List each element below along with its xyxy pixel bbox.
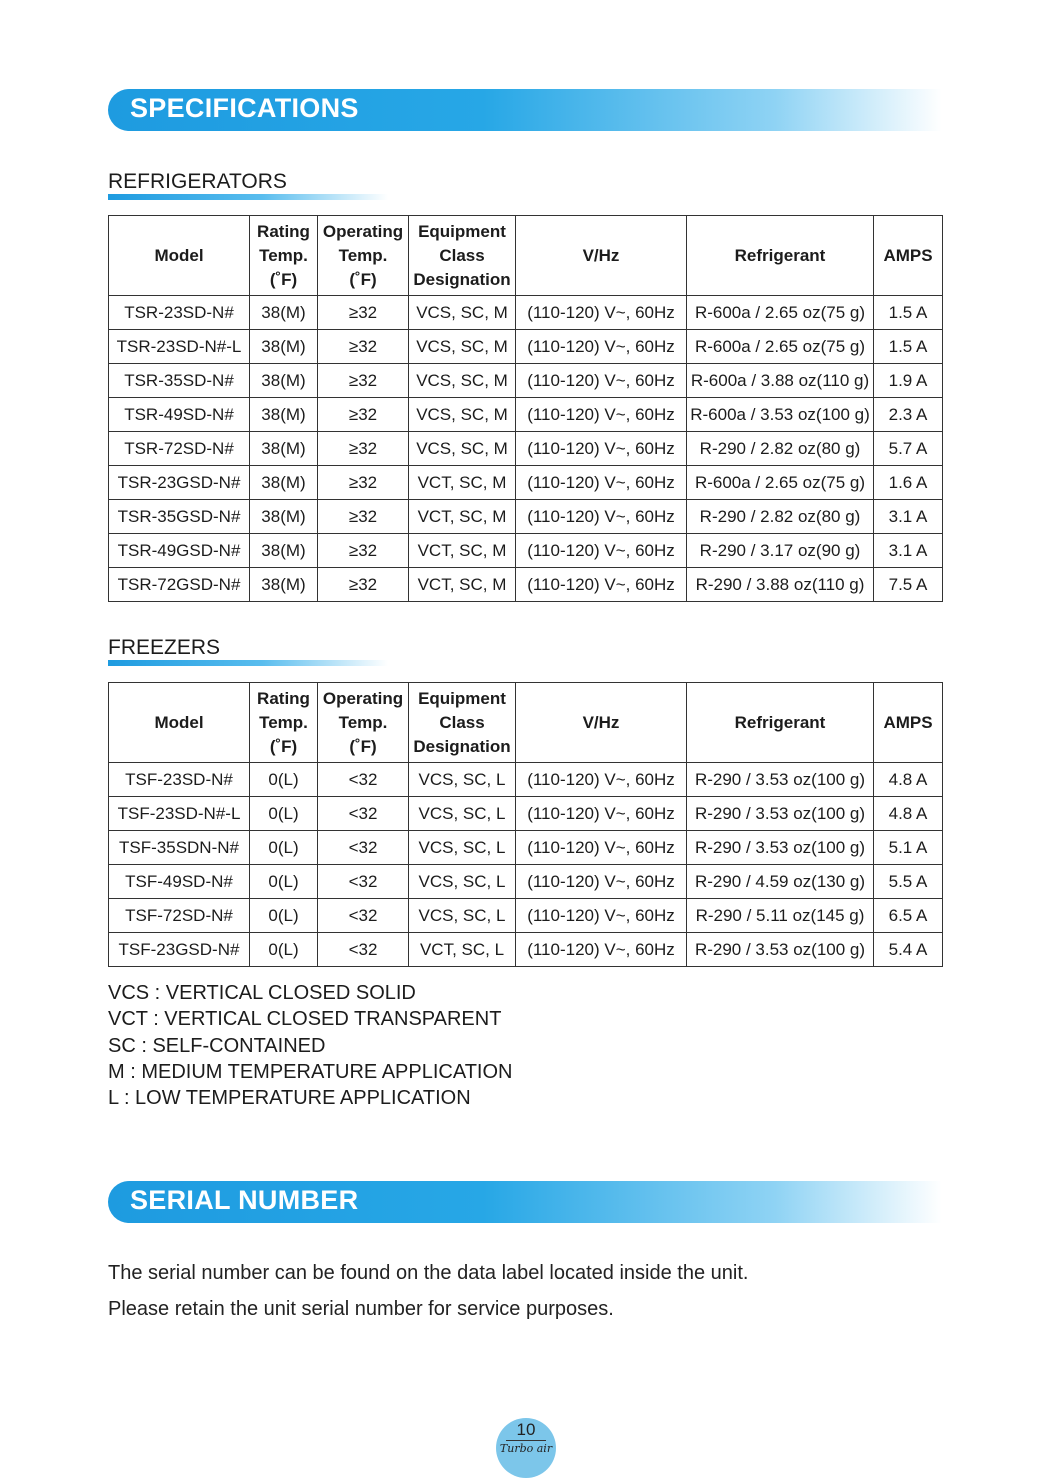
cell-refrigerant: R-600a / 3.88 oz(110 g) [687, 364, 874, 398]
legend-item: SC : SELF-CONTAINED [108, 1034, 326, 1057]
cell-rating: 38(M) [250, 466, 318, 500]
cell-class: VCS, SC, L [409, 797, 516, 831]
cell-rating: 0(L) [250, 831, 318, 865]
cell-refrigerant: R-600a / 2.65 oz(75 g) [687, 296, 874, 330]
col-vhz: V/Hz [516, 683, 687, 763]
cell-refrigerant: R-290 / 3.53 oz(100 g) [687, 933, 874, 967]
cell-model: TSR-35GSD-N# [109, 500, 250, 534]
cell-model: TSR-23SD-N#-L [109, 330, 250, 364]
cell-refrigerant: R-290 / 5.11 oz(145 g) [687, 899, 874, 933]
cell-operating: ≥32 [318, 296, 409, 330]
cell-rating: 38(M) [250, 568, 318, 602]
cell-refrigerant: R-290 / 3.17 oz(90 g) [687, 534, 874, 568]
cell-model: TSR-72GSD-N# [109, 568, 250, 602]
freezers-underline [108, 660, 388, 666]
cell-model: TSF-23GSD-N# [109, 933, 250, 967]
cell-refrigerant: R-290 / 3.53 oz(100 g) [687, 831, 874, 865]
table-row [109, 466, 943, 500]
freezers-heading: FREEZERS [108, 636, 221, 659]
table-row [109, 364, 943, 398]
cell-vhz: (110-120) V~, 60Hz [516, 831, 687, 865]
cell-rating: 0(L) [250, 763, 318, 797]
cell-rating: 0(L) [250, 933, 318, 967]
cell-model: TSR-23GSD-N# [109, 466, 250, 500]
cell-class: VCS, SC, M [409, 398, 516, 432]
cell-vhz: (110-120) V~, 60Hz [516, 763, 687, 797]
cell-amps: 4.8 A [874, 797, 943, 831]
cell-operating: <32 [318, 899, 409, 933]
cell-vhz: (110-120) V~, 60Hz [516, 797, 687, 831]
serial-number-title: SERIAL NUMBER [130, 1185, 359, 1215]
cell-class: VCT, SC, L [409, 933, 516, 967]
cell-class: VCS, SC, M [409, 330, 516, 364]
cell-rating: 0(L) [250, 865, 318, 899]
specifications-title: SPECIFICATIONS [130, 93, 359, 123]
table-row [109, 432, 943, 466]
abbreviation-legend [108, 980, 513, 1111]
cell-rating: 38(M) [250, 432, 318, 466]
page-badge-divider [506, 1440, 546, 1441]
cell-model: TSR-23SD-N# [109, 296, 250, 330]
legend-item: VCS : VERTICAL CLOSED SOLID [108, 982, 416, 1004]
col-vhz: V/Hz [516, 216, 687, 296]
page-number-badge [496, 1418, 556, 1474]
cell-amps: 5.4 A [874, 933, 943, 967]
cell-refrigerant: R-290 / 2.82 oz(80 g) [687, 432, 874, 466]
cell-vhz: (110-120) V~, 60Hz [516, 899, 687, 933]
cell-vhz: (110-120) V~, 60Hz [516, 500, 687, 534]
cell-rating: 0(L) [250, 899, 318, 933]
refrigerators-underline [108, 194, 388, 200]
col-amps: AMPS [874, 683, 943, 763]
cell-model: TSR-35SD-N# [109, 364, 250, 398]
cell-class: VCS, SC, L [409, 899, 516, 933]
cell-vhz: (110-120) V~, 60Hz [516, 398, 687, 432]
cell-operating: ≥32 [318, 568, 409, 602]
col-refrigerant: Refrigerant [687, 216, 874, 296]
table-row [109, 500, 943, 534]
cell-rating: 38(M) [250, 500, 318, 534]
cell-model: TSR-72SD-N# [109, 432, 250, 466]
table-row [109, 296, 943, 330]
col-equipment-class: Equipment Class Designation [409, 683, 516, 763]
cell-class: VCS, SC, L [409, 763, 516, 797]
table-row [109, 398, 943, 432]
cell-model: TSF-23SD-N#-L [109, 797, 250, 831]
cell-refrigerant: R-290 / 2.82 oz(80 g) [687, 500, 874, 534]
cell-amps: 6.5 A [874, 899, 943, 933]
cell-operating: <32 [318, 933, 409, 967]
col-rating-temp: Rating Temp. (˚F) [250, 683, 318, 763]
cell-rating: 38(M) [250, 534, 318, 568]
serial-info-line-2: Please retain the unit serial number for service purposes. [108, 1298, 614, 1320]
cell-class: VCT, SC, M [409, 466, 516, 500]
cell-model: TSR-49GSD-N# [109, 534, 250, 568]
freezers-table [108, 682, 943, 967]
cell-vhz: (110-120) V~, 60Hz [516, 330, 687, 364]
cell-rating: 38(M) [250, 296, 318, 330]
cell-vhz: (110-120) V~, 60Hz [516, 534, 687, 568]
cell-operating: <32 [318, 865, 409, 899]
cell-vhz: (110-120) V~, 60Hz [516, 865, 687, 899]
cell-refrigerant: R-600a / 2.65 oz(75 g) [687, 330, 874, 364]
serial-number-banner [108, 1181, 942, 1223]
cell-vhz: (110-120) V~, 60Hz [516, 568, 687, 602]
cell-amps: 3.1 A [874, 500, 943, 534]
col-amps: AMPS [874, 216, 943, 296]
cell-amps: 1.5 A [874, 296, 943, 330]
refrigerators-table [108, 215, 943, 602]
col-equipment-class: Equipment Class Designation [409, 216, 516, 296]
cell-refrigerant: R-600a / 2.65 oz(75 g) [687, 466, 874, 500]
cell-amps: 5.7 A [874, 432, 943, 466]
cell-vhz: (110-120) V~, 60Hz [516, 466, 687, 500]
legend-item: VCT : VERTICAL CLOSED TRANSPARENT [108, 1008, 502, 1031]
cell-rating: 0(L) [250, 797, 318, 831]
cell-refrigerant: R-290 / 3.53 oz(100 g) [687, 797, 874, 831]
cell-rating: 38(M) [250, 364, 318, 398]
table-row [109, 933, 943, 967]
cell-amps: 1.6 A [874, 466, 943, 500]
table-row [109, 763, 943, 797]
cell-operating: ≥32 [318, 364, 409, 398]
cell-rating: 38(M) [250, 398, 318, 432]
cell-vhz: (110-120) V~, 60Hz [516, 296, 687, 330]
table-header-row [109, 216, 943, 296]
cell-operating: <32 [318, 763, 409, 797]
cell-operating: <32 [318, 797, 409, 831]
specifications-banner [108, 89, 942, 131]
cell-refrigerant: R-290 / 4.59 oz(130 g) [687, 865, 874, 899]
cell-amps: 2.3 A [874, 398, 943, 432]
table-row [109, 797, 943, 831]
cell-operating: ≥32 [318, 466, 409, 500]
cell-rating: 38(M) [250, 330, 318, 364]
col-model: Model [109, 683, 250, 763]
cell-operating: ≥32 [318, 534, 409, 568]
cell-amps: 7.5 A [874, 568, 943, 602]
cell-vhz: (110-120) V~, 60Hz [516, 933, 687, 967]
cell-amps: 4.8 A [874, 763, 943, 797]
cell-class: VCS, SC, M [409, 432, 516, 466]
cell-model: TSF-23SD-N# [109, 763, 250, 797]
cell-model: TSR-49SD-N# [109, 398, 250, 432]
col-refrigerant: Refrigerant [687, 683, 874, 763]
cell-model: TSF-49SD-N# [109, 865, 250, 899]
cell-class: VCT, SC, M [409, 568, 516, 602]
legend-item: L : LOW TEMPERATURE APPLICATION [108, 1087, 471, 1110]
cell-class: VCT, SC, M [409, 534, 516, 568]
col-rating-temp: Rating Temp. (˚F) [250, 216, 318, 296]
cell-operating: ≥32 [318, 500, 409, 534]
brand-name: Turbo air [499, 1442, 553, 1455]
table-row [109, 568, 943, 602]
cell-class: VCS, SC, M [409, 296, 516, 330]
cell-operating: ≥32 [318, 398, 409, 432]
cell-amps: 1.5 A [874, 330, 943, 364]
cell-operating: ≥32 [318, 432, 409, 466]
col-model: Model [109, 216, 250, 296]
legend-item: M : MEDIUM TEMPERATURE APPLICATION [108, 1060, 513, 1083]
refrigerators-heading: REFRIGERATORS [108, 170, 287, 193]
cell-amps: 5.1 A [874, 831, 943, 865]
cell-class: VCS, SC, L [409, 831, 516, 865]
table-row [109, 831, 943, 865]
table-row [109, 534, 943, 568]
cell-amps: 1.9 A [874, 364, 943, 398]
serial-info-line-1: The serial number can be found on the data label located inside the unit. [108, 1262, 749, 1284]
cell-amps: 5.5 A [874, 865, 943, 899]
cell-model: TSF-72SD-N# [109, 899, 250, 933]
cell-class: VCT, SC, M [409, 500, 516, 534]
col-operating-temp: Operating Temp. (˚F) [318, 683, 409, 763]
cell-operating: ≥32 [318, 330, 409, 364]
cell-class: VCS, SC, L [409, 865, 516, 899]
page-number: 10 [516, 1420, 536, 1439]
cell-refrigerant: R-290 / 3.88 oz(110 g) [687, 568, 874, 602]
table-row [109, 330, 943, 364]
cell-vhz: (110-120) V~, 60Hz [516, 432, 687, 466]
cell-class: VCS, SC, M [409, 364, 516, 398]
cell-operating: <32 [318, 831, 409, 865]
cell-refrigerant: R-290 / 3.53 oz(100 g) [687, 763, 874, 797]
cell-vhz: (110-120) V~, 60Hz [516, 364, 687, 398]
col-operating-temp: Operating Temp. (˚F) [318, 216, 409, 296]
table-row [109, 865, 943, 899]
cell-amps: 3.1 A [874, 534, 943, 568]
cell-model: TSF-35SDN-N# [109, 831, 250, 865]
table-header-row [109, 683, 943, 763]
table-row [109, 899, 943, 933]
cell-refrigerant: R-600a / 3.53 oz(100 g) [687, 398, 874, 432]
